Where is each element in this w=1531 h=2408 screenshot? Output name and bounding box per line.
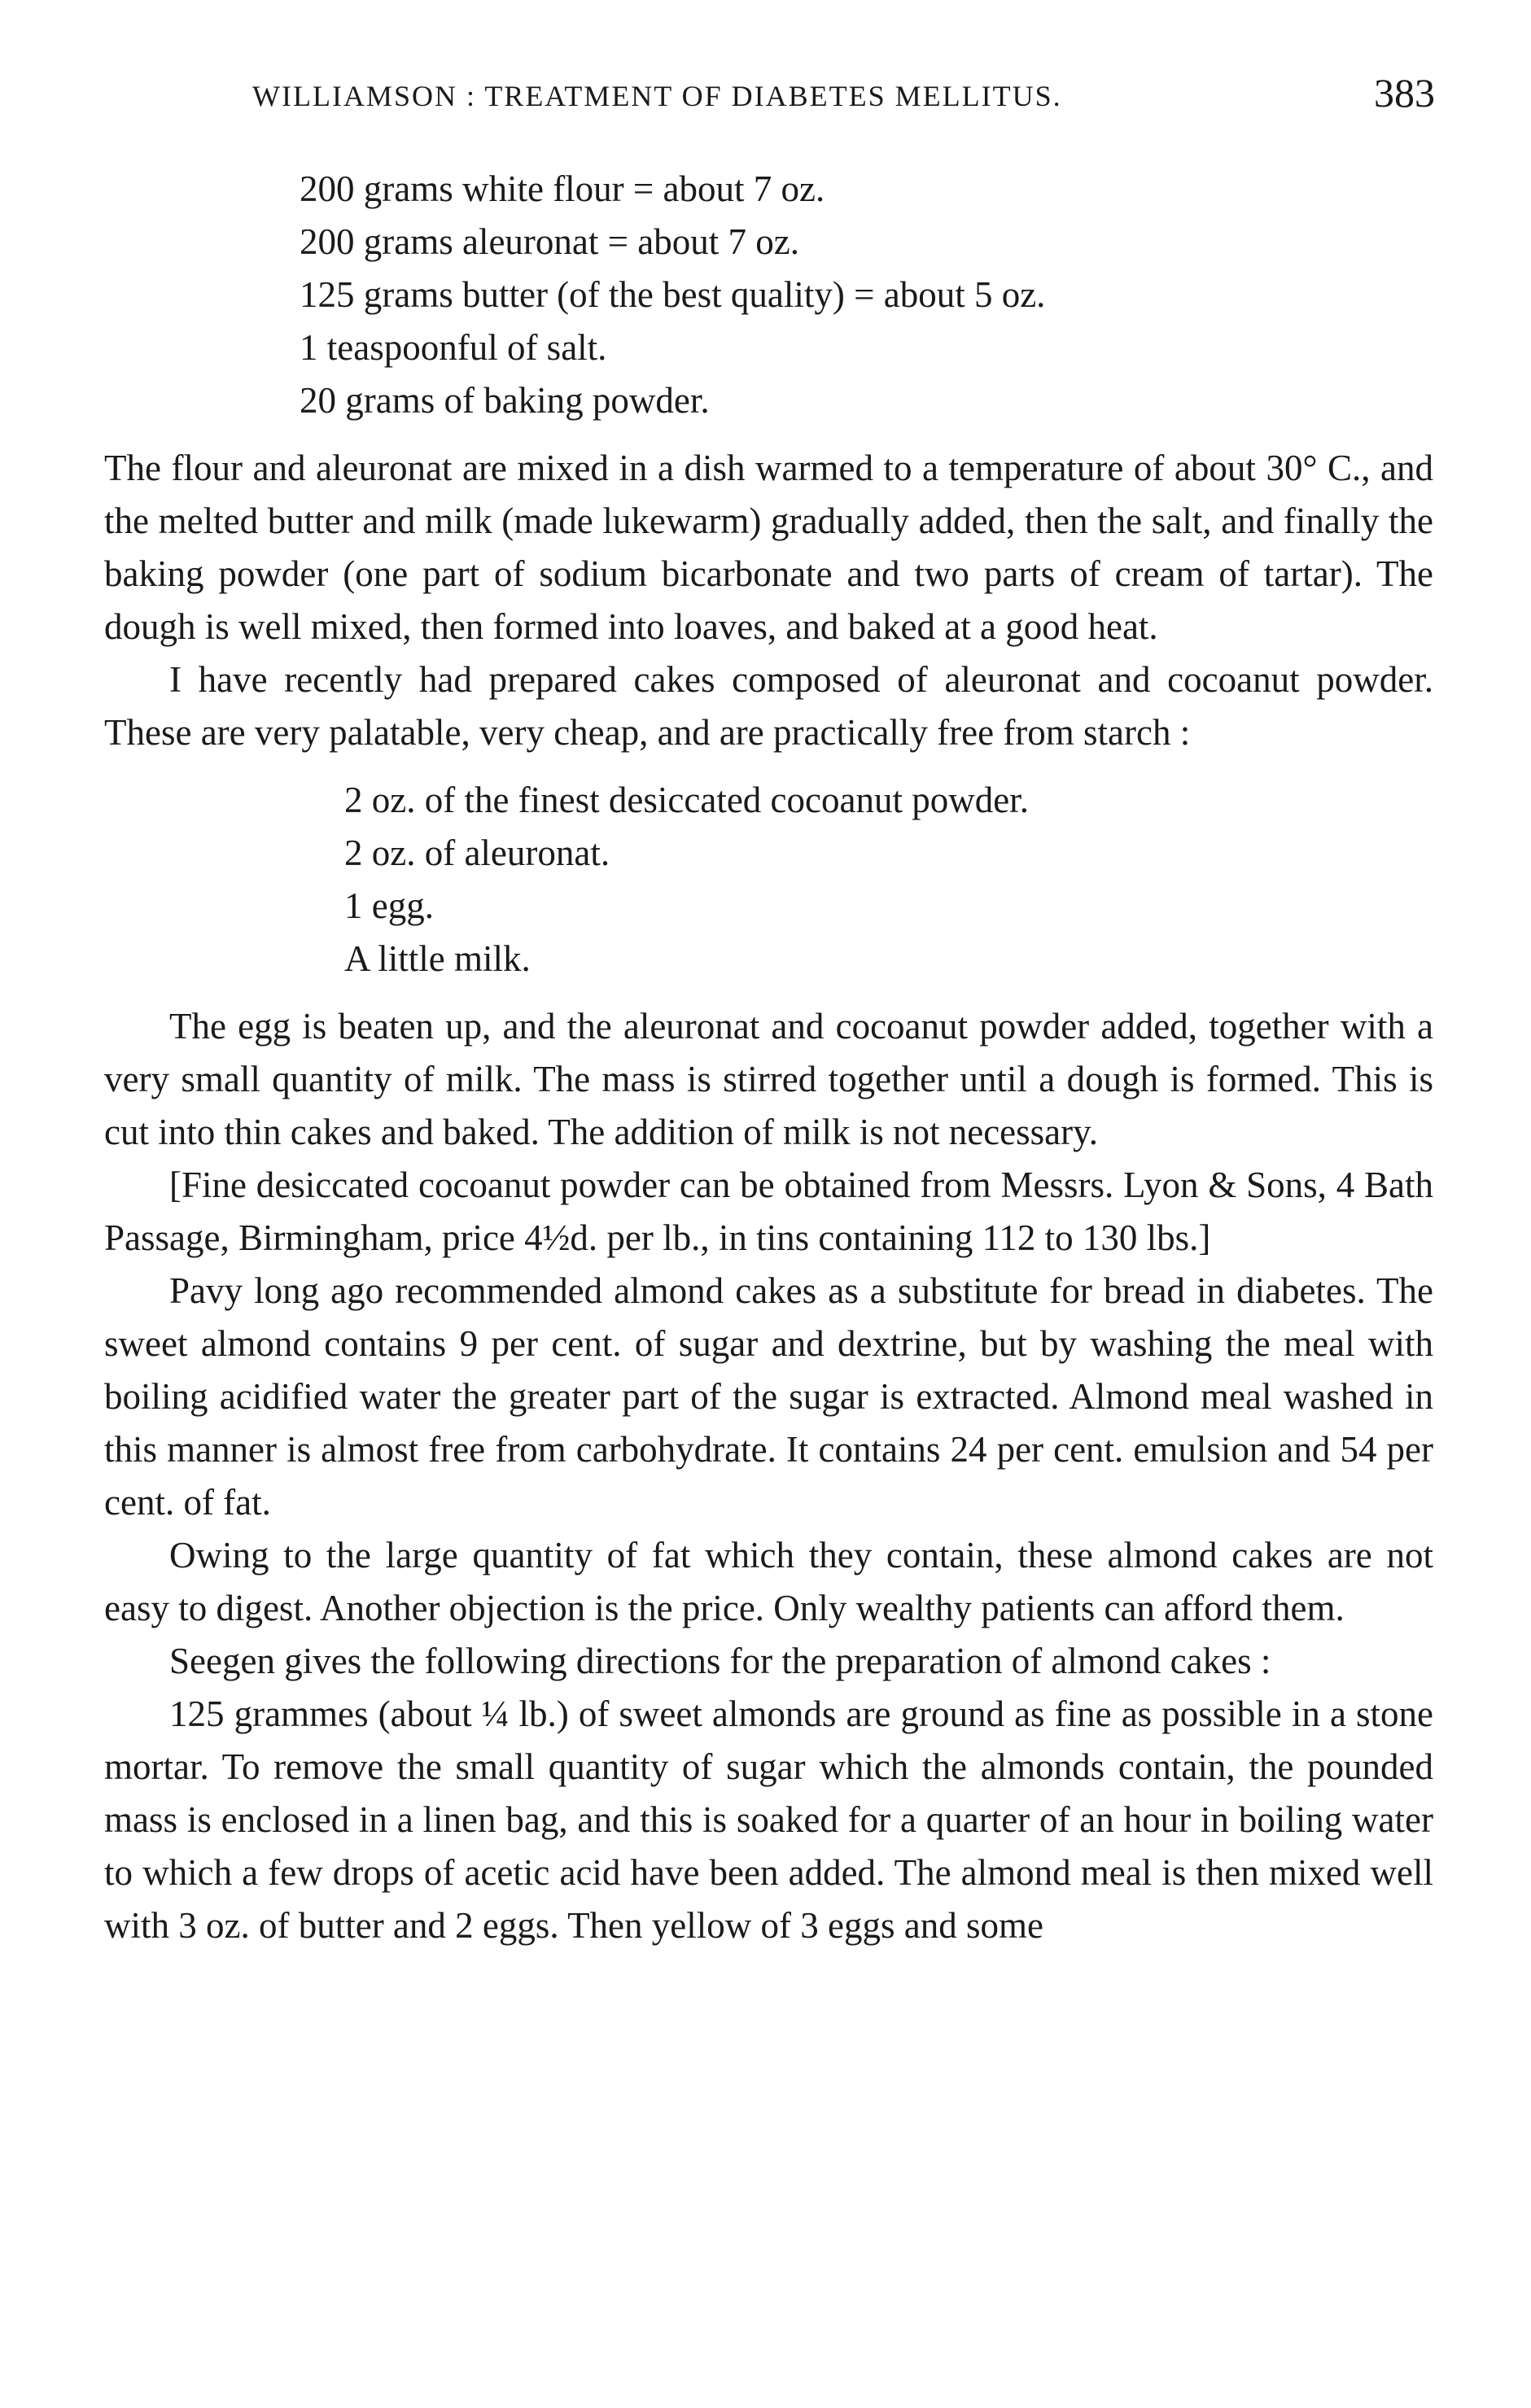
paragraph-cocoanut-cakes: I have recently had prepared cakes composed of aleuronat and cocoanut powder. These are very palatable, very cheap, and are practically free from starch : (104, 659, 1433, 753)
paragraph-seegen-intro: Seegen gives the following directions for the preparation of almond cakes : (169, 1641, 1271, 1681)
running-title: WILLIAMSON : TREATMENT OF DIABETES MELLITUS. (252, 80, 1062, 112)
recipe-item: 200 grams aleuronat = about 7 oz. (300, 221, 799, 262)
recipe-item: A little milk. (344, 938, 531, 979)
recipe-item: 1 egg. (344, 885, 434, 926)
recipe-item: 2 oz. of aleuronat. (344, 833, 610, 873)
paragraph-bread-method: The flour and aleuronat are mixed in a dish warmed to a temperature of about 30° C., and the melted butter and milk (made lukewarm) gradually added, then the salt, and finally the baking powder (one part of sodium bicarbonate and two parts of cream of tartar). The dough is well mixed, then formed into loaves, and baked at a good heat. (104, 448, 1433, 647)
recipe-item: 20 grams of baking powder. (300, 380, 710, 421)
cocoanut-recipe-list (344, 774, 1433, 985)
paragraph-seegen-method: 125 grammes (about ¼ lb.) of sweet almonds are ground as fine as possible in a stone mortar. To remove the small quantity of sugar which the almonds contain, the pounded mass is enclosed in a linen bag, and this is soaked for a quarter of an hour in boiling water to which a few drops of acetic acid have been added. The almond meal is then mixed well with 3 oz. of butter and 2 eggs. Then yellow of 3 eggs and some (104, 1693, 1433, 1946)
bread-recipe-list (300, 163, 1433, 427)
page-number: 383 (1374, 70, 1435, 116)
paragraph-cocoanut-method: The egg is beaten up, and the aleuronat and cocoanut powder added, together with a very small quantity of milk. The mass is stirred together until a dough is formed. This is cut into thin cakes and baked. The addition of milk is not necessary. (104, 1006, 1433, 1152)
paragraph-almond-cakes: Pavy long ago recommended almond cakes as a substitute for bread in diabetes. The sweet almond contains 9 per cent. of sugar and dextrine, but by washing the meal with boiling acidified water the greater part of the sugar is extracted. Almond meal washed in this manner is almost free from carbohydrate. It contains 24 per cent. emulsion and 54 per cent. of fat. (104, 1270, 1433, 1523)
paragraph-supplier-note: [Fine desiccated cocoanut powder can be obtained from Messrs. Lyon & Sons, 4 Bath Passage, Birmingham, price 4½d. per lb., in tins containing 112 to 130 lbs.] (104, 1165, 1433, 1258)
page-body (104, 163, 1433, 1952)
running-head (0, 69, 1531, 126)
paragraph-almond-objection: Owing to the large quantity of fat which they contain, these almond cakes are not easy to digest. Another objection is the price. Only wealthy patients can afford them. (104, 1535, 1433, 1628)
recipe-item: 200 grams white flour = about 7 oz. (300, 168, 825, 209)
recipe-item: 1 teaspoonful of salt. (300, 327, 607, 368)
recipe-item: 2 oz. of the finest desiccated cocoanut powder. (344, 780, 1029, 820)
recipe-item: 125 grams butter (of the best quality) = about 5 oz. (300, 274, 1046, 315)
